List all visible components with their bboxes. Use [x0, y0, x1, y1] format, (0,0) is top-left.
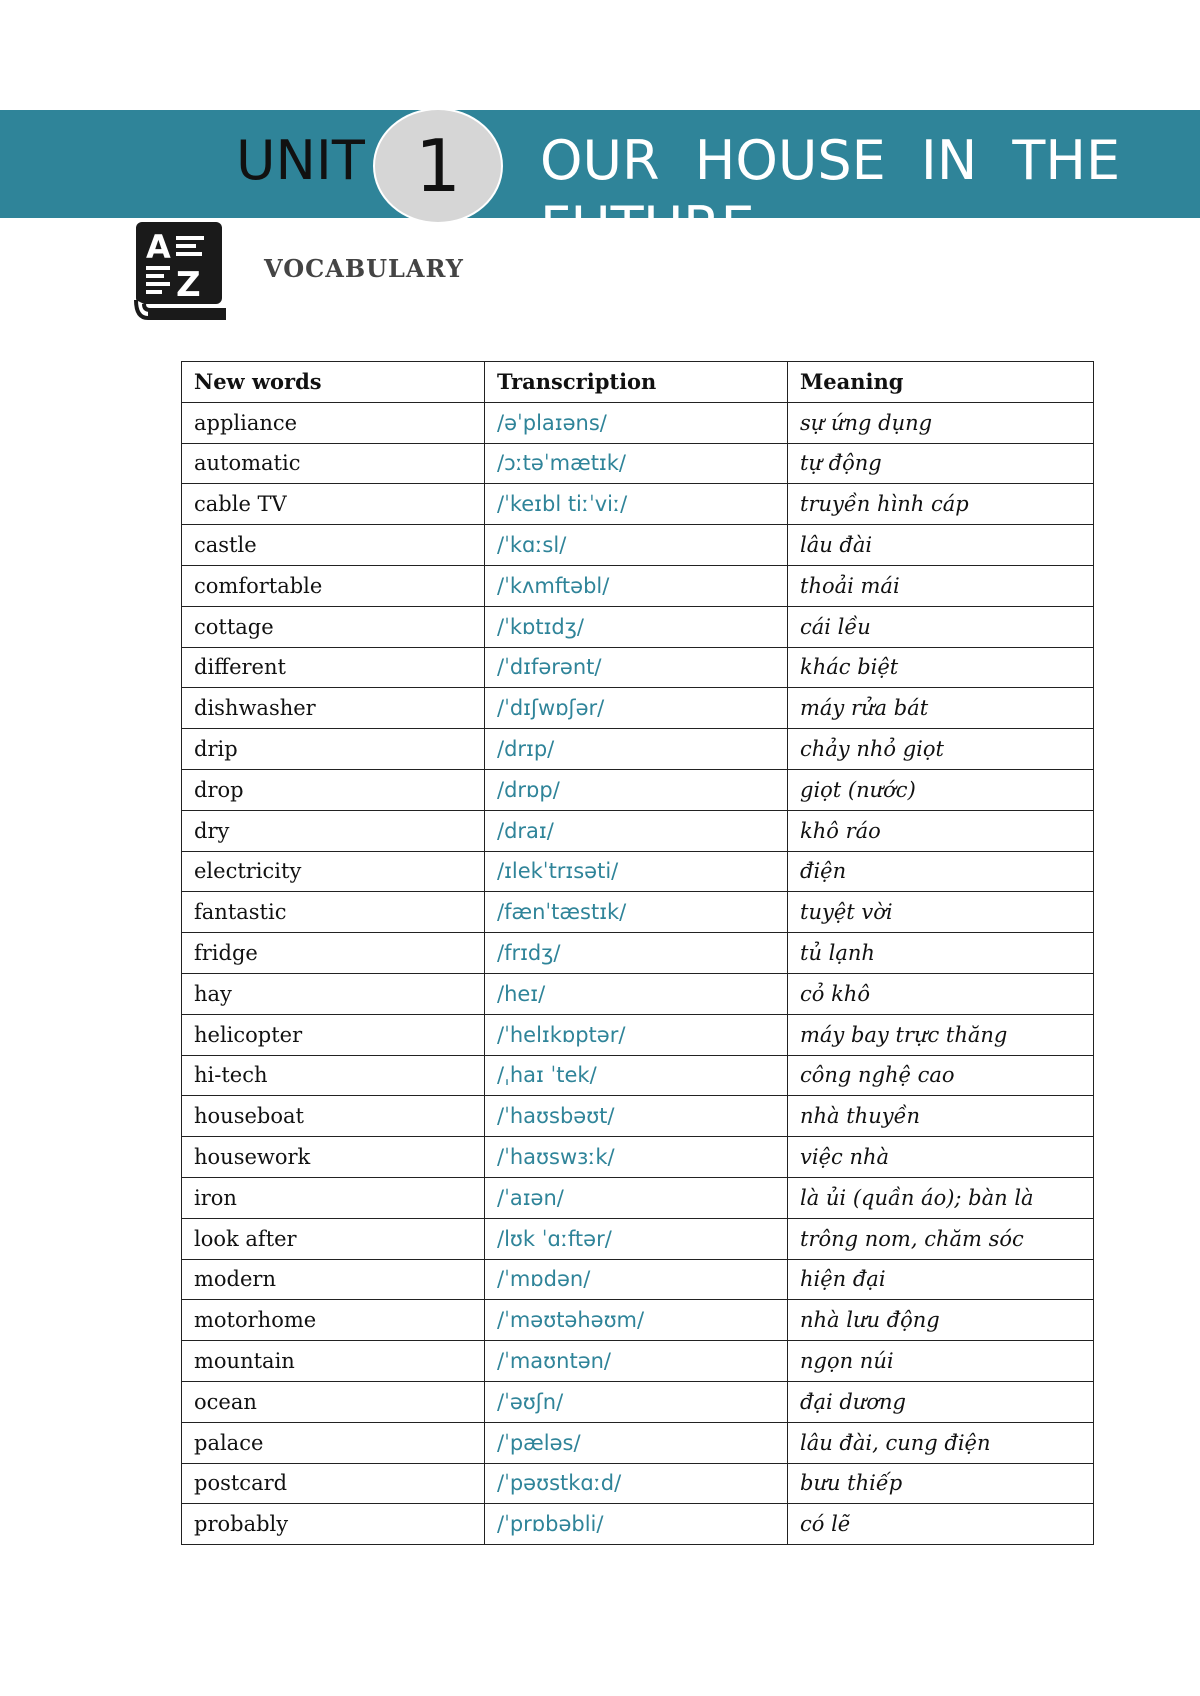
cell-transcription: /lʊk ˈɑːftər/	[485, 1218, 788, 1259]
cell-meaning: ngọn núi	[788, 1341, 1094, 1382]
table-row	[182, 402, 1094, 443]
cell-word: ocean	[182, 1381, 485, 1422]
unit-title: OUR HOUSE IN THE FUTURE	[540, 129, 1121, 258]
cell-transcription: /draɪ/	[485, 810, 788, 851]
cell-word: appliance	[182, 402, 485, 443]
cell-word: cottage	[182, 606, 485, 647]
header-new-words: New words	[182, 362, 485, 403]
cell-meaning: máy rửa bát	[788, 688, 1094, 729]
header-transcription: Transcription	[485, 362, 788, 403]
vocabulary-table	[181, 361, 1094, 1545]
cell-word: motorhome	[182, 1300, 485, 1341]
cell-word: postcard	[182, 1463, 485, 1504]
cell-word: modern	[182, 1259, 485, 1300]
cell-meaning: chảy nhỏ giọt	[788, 729, 1094, 770]
cell-meaning: hiện đại	[788, 1259, 1094, 1300]
cell-word: probably	[182, 1504, 485, 1545]
cell-transcription: /ˈprɒbəbli/	[485, 1504, 788, 1545]
cell-transcription: /ˈmaʊntən/	[485, 1341, 788, 1382]
cell-transcription: /ɔːtəˈmætɪk/	[485, 443, 788, 484]
cell-meaning: bưu thiếp	[788, 1463, 1094, 1504]
cell-meaning: khác biệt	[788, 647, 1094, 688]
cell-word: automatic	[182, 443, 485, 484]
cell-word: drop	[182, 769, 485, 810]
cell-transcription: /ˈməʊtəhəʊm/	[485, 1300, 788, 1341]
cell-transcription: /ˈkɑːsl/	[485, 525, 788, 566]
cell-meaning: có lẽ	[788, 1504, 1094, 1545]
cell-transcription: /ˈkeɪbl tiːˈviː/	[485, 484, 788, 525]
cell-word: hay	[182, 973, 485, 1014]
table-row	[182, 1177, 1094, 1218]
cell-word: comfortable	[182, 565, 485, 606]
cell-meaning: giọt (nước)	[788, 769, 1094, 810]
cell-word: electricity	[182, 851, 485, 892]
table-row	[182, 973, 1094, 1014]
table-row	[182, 892, 1094, 933]
cell-word: castle	[182, 525, 485, 566]
svg-text:A: A	[146, 228, 171, 266]
cell-word: cable TV	[182, 484, 485, 525]
cell-transcription: /əˈplaɪəns/	[485, 402, 788, 443]
cell-word: different	[182, 647, 485, 688]
a-z-dictionary-book-icon	[134, 220, 226, 322]
table-row	[182, 565, 1094, 606]
cell-transcription: /ˈdɪʃwɒʃər/	[485, 688, 788, 729]
cell-transcription: /ɪlekˈtrɪsəti/	[485, 851, 788, 892]
table-row	[182, 769, 1094, 810]
cell-meaning: sự ứng dụng	[788, 402, 1094, 443]
cell-meaning: là ủi (quần áo); bàn là	[788, 1177, 1094, 1218]
vocabulary-table-body	[182, 402, 1094, 1544]
table-row	[182, 1300, 1094, 1341]
table-row	[182, 1137, 1094, 1178]
cell-meaning: nhà lưu động	[788, 1300, 1094, 1341]
cell-word: mountain	[182, 1341, 485, 1382]
table-row	[182, 606, 1094, 647]
cell-meaning: việc nhà	[788, 1137, 1094, 1178]
cell-transcription: /ˈdɪfərənt/	[485, 647, 788, 688]
table-row	[182, 1422, 1094, 1463]
cell-meaning: đại dương	[788, 1381, 1094, 1422]
unit-number: 1	[415, 124, 461, 208]
cell-word: drip	[182, 729, 485, 770]
table-row	[182, 525, 1094, 566]
table-row	[182, 484, 1094, 525]
table-row	[182, 688, 1094, 729]
cell-word: fridge	[182, 933, 485, 974]
table-row	[182, 933, 1094, 974]
table-row	[182, 1096, 1094, 1137]
cell-transcription: /ˈpæləs/	[485, 1422, 788, 1463]
table-row	[182, 1381, 1094, 1422]
cell-transcription: /ˌhaɪ ˈtek/	[485, 1055, 788, 1096]
header-meaning: Meaning	[788, 362, 1094, 403]
cell-transcription: /frɪdʒ/	[485, 933, 788, 974]
cell-word: housework	[182, 1137, 485, 1178]
cell-transcription: /drɒp/	[485, 769, 788, 810]
table-row	[182, 1504, 1094, 1545]
table-row	[182, 1014, 1094, 1055]
cell-meaning: tủ lạnh	[788, 933, 1094, 974]
cell-meaning: trông nom, chăm sóc	[788, 1218, 1094, 1259]
cell-transcription: /ˈəʊʃn/	[485, 1381, 788, 1422]
table-row	[182, 647, 1094, 688]
cell-meaning: khô ráo	[788, 810, 1094, 851]
table-row	[182, 810, 1094, 851]
table-row	[182, 1055, 1094, 1096]
unit-number-badge	[373, 108, 503, 224]
cell-meaning: cái lều	[788, 606, 1094, 647]
cell-meaning: lâu đài	[788, 525, 1094, 566]
svg-text:Z: Z	[176, 265, 201, 305]
cell-transcription: /ˈkʌmftəbl/	[485, 565, 788, 606]
table-row	[182, 729, 1094, 770]
cell-word: fantastic	[182, 892, 485, 933]
table-row	[182, 851, 1094, 892]
cell-transcription: /fænˈtæstɪk/	[485, 892, 788, 933]
table-row	[182, 1463, 1094, 1504]
cell-word: dishwasher	[182, 688, 485, 729]
cell-transcription: /ˈhaʊswɜːk/	[485, 1137, 788, 1178]
cell-word: look after	[182, 1218, 485, 1259]
cell-word: palace	[182, 1422, 485, 1463]
cell-transcription: /heɪ/	[485, 973, 788, 1014]
section-heading: VOCABULARY	[264, 254, 464, 283]
cell-word: hi-tech	[182, 1055, 485, 1096]
cell-meaning: cỏ khô	[788, 973, 1094, 1014]
table-row	[182, 1218, 1094, 1259]
cell-word: helicopter	[182, 1014, 485, 1055]
cell-meaning: truyền hình cáp	[788, 484, 1094, 525]
cell-meaning: điện	[788, 851, 1094, 892]
cell-transcription: /ˈkɒtɪdʒ/	[485, 606, 788, 647]
cell-meaning: tuyệt vời	[788, 892, 1094, 933]
unit-label: UNIT	[236, 129, 365, 192]
cell-meaning: công nghệ cao	[788, 1055, 1094, 1096]
cell-transcription: /ˈhelɪkɒptər/	[485, 1014, 788, 1055]
table-row	[182, 443, 1094, 484]
cell-transcription: /ˈmɒdən/	[485, 1259, 788, 1300]
cell-word: dry	[182, 810, 485, 851]
table-row	[182, 1341, 1094, 1382]
cell-meaning: tự động	[788, 443, 1094, 484]
table-row	[182, 1259, 1094, 1300]
table-header-row	[182, 362, 1094, 403]
cell-transcription: /ˈpəʊstkɑːd/	[485, 1463, 788, 1504]
cell-transcription: /ˈhaʊsbəʊt/	[485, 1096, 788, 1137]
cell-meaning: lâu đài, cung điện	[788, 1422, 1094, 1463]
cell-meaning: nhà thuyền	[788, 1096, 1094, 1137]
cell-word: iron	[182, 1177, 485, 1218]
unit-banner	[0, 110, 1200, 258]
cell-transcription: /ˈaɪən/	[485, 1177, 788, 1218]
cell-meaning: thoải mái	[788, 565, 1094, 606]
cell-meaning: máy bay trực thăng	[788, 1014, 1094, 1055]
cell-transcription: /drɪp/	[485, 729, 788, 770]
cell-word: houseboat	[182, 1096, 485, 1137]
